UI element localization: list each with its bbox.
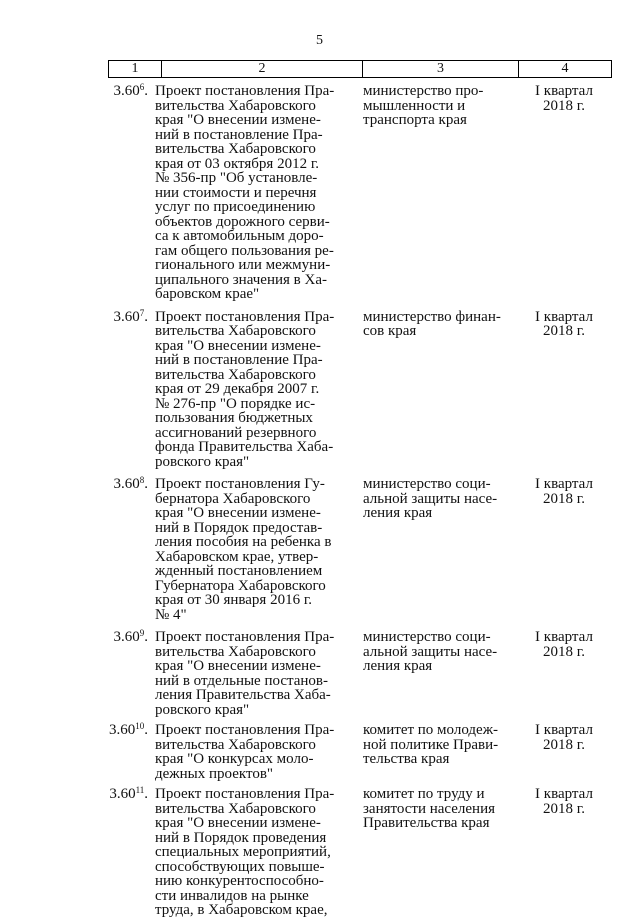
page-number: 5 — [316, 33, 323, 48]
table-body — [0, 84, 639, 918]
item-deadline: I квартал 2018 г. — [535, 629, 593, 660]
item-description: Проект постановления Пра- вительства Хабаровского края "О внесении измене- ний в отдельные постанов- ления Правительства Хаба- ровского края" — [155, 629, 335, 718]
item-number: 3.60$^9$. — [113, 628, 148, 645]
table-row — [0, 84, 639, 302]
table-row — [0, 723, 639, 781]
column-header-1: 1 — [131, 61, 139, 76]
item-deadline: I квартал 2018 г. — [535, 722, 593, 753]
table-row — [0, 630, 639, 717]
table-row — [0, 477, 639, 622]
table-row — [0, 787, 639, 918]
item-responsible: министерство про- мышленности и транспорта края — [363, 83, 484, 128]
item-number: 3.60$^6$. — [113, 82, 148, 99]
item-number: 3.60$^8$. — [113, 475, 148, 492]
item-responsible: министерство соци- альной защиты насе- ления края — [363, 629, 498, 674]
column-header-3: 3 — [362, 61, 518, 77]
item-number: 3.60$^7$. — [113, 307, 148, 325]
column-header-4: 4 — [518, 61, 611, 77]
item-deadline: I квартал 2018 г. — [535, 308, 593, 339]
item-responsible: комитет по молодеж- ной политике Прави- тельства края — [363, 722, 499, 767]
item-description: Проект постановления Пра- вительства Хабаровского края "О конкурсах моло- дежных проектов" — [155, 722, 335, 782]
item-description: Проект постановления Гу- бернатора Хабаровского края "О внесении измене- ний в Порядок предостав- ления пособия на ребенка в Хабаровском крае, утвер- жденный постановлением Губернатора Хабаровского края от 30 января 2016 г. № 4" — [155, 476, 332, 623]
item-responsible: министерство финан- сов края — [363, 308, 501, 339]
item-deadline: I квартал 2018 г. — [535, 83, 593, 114]
table-row — [0, 307, 639, 470]
item-responsible: министерство соци- альной защиты насе- ления края — [363, 476, 498, 521]
item-deadline: I квартал 2018 г. — [535, 786, 593, 817]
item-responsible: комитет по труду и занятости населения Правительства края — [363, 786, 496, 831]
column-header-2: 2 — [161, 61, 362, 77]
item-number: 3.60$^{11}$. — [109, 785, 148, 802]
item-description: Проект постановления Пра- вительства Хабаровского края "О внесении измене- ний в Порядок проведения специальных мероприятий, способствующих повыше- нию конкурентоспособно- сти инвалидов на рынке труда, в Хабаровском крае, — [155, 786, 335, 918]
item-deadline: I квартал 2018 г. — [535, 476, 593, 507]
item-description: Проект постановления Пра- вительства Хабаровского края "О внесении измене- ний в постановление Пра- вительства Хабаровского края от 03 октября 2012 г. № 356-пр "Об установле- нии стоимости и перечня услуг по присоединению объектов дорожного серви- са к автомобильным доро- гам общего пользования ре- гионального или межмуни- ципального значения в Ха- баровском крае" — [155, 83, 335, 302]
item-number: 3.60$^{10}$. — [109, 721, 148, 738]
table-header — [108, 60, 612, 78]
item-description: Проект постановления Пра- вительства Хабаровского края "О внесении измене- ний в постановление Пра- вительства Хабаровского края от 29 декабря 2007 г. № 276-пр "О порядке ис- пользования бюджетных ассигнований резервного фонда Правительства Хаба- ровского края" — [155, 308, 335, 470]
